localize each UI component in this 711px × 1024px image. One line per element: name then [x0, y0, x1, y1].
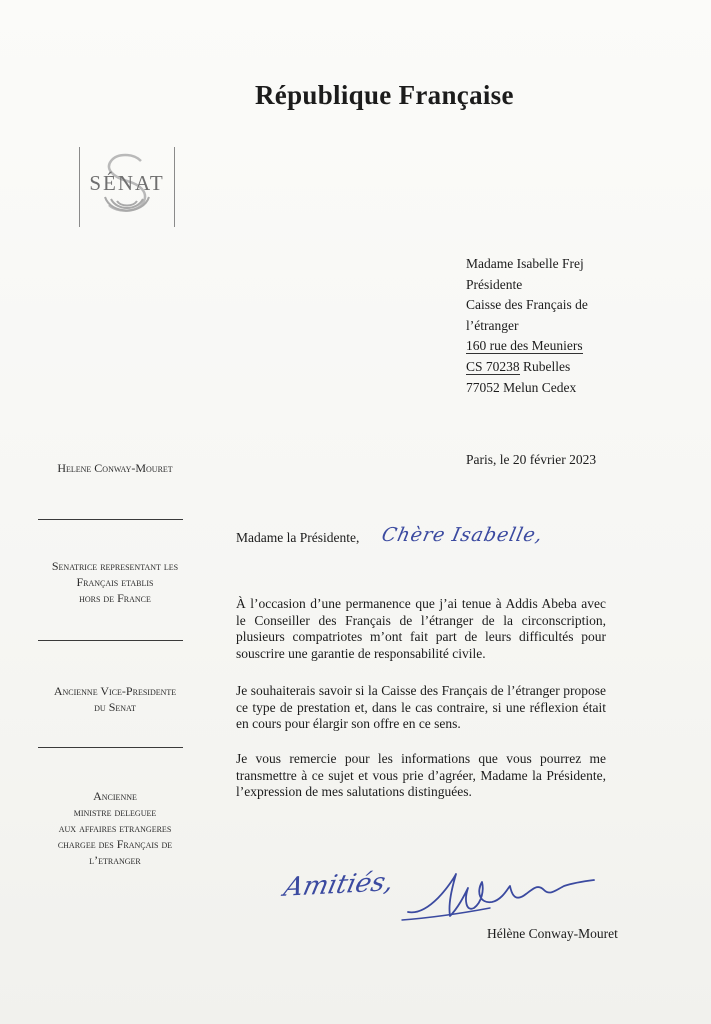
senat-logo: [79, 147, 175, 227]
recipient-address: [466, 254, 588, 398]
sidebar-divider: [38, 747, 183, 748]
sidebar-divider: [38, 519, 183, 520]
sidebar-sender-name: Helene Conway-Mouret: [57, 461, 173, 475]
recipient-cs: CS 70238: [466, 358, 520, 374]
recipient-cs-town: Rubelles: [519, 358, 571, 374]
sidebar-divider: [38, 640, 183, 641]
body-paragraph: Je vous remercie pour les informations que vous pourrez me transmettre à ce sujet et vous prie d’agréer, Madame la Présidente, l’expression de mes salutations distinguées.: [236, 751, 606, 800]
logo-right-rule: [174, 147, 175, 227]
salutation: Madame la Présidente,: [236, 530, 360, 545]
body-paragraph: À l’occasion d’une permanence que j’ai tenue à Addis Abeba avec le Conseiller des Français de l’étranger de la circonscription, plusieurs compatriotes m’ont fait part de leurs difficultés pour souscrire une garantie de responsabilité civile.: [236, 596, 606, 661]
sidebar-title-vice-president: Ancienne Vice-Presidente du Senat: [53, 684, 177, 714]
recipient-org-line2: l’étranger: [466, 317, 519, 333]
recipient-role: Présidente: [466, 276, 523, 292]
logo-wordmark: SÉNAT: [89, 171, 165, 195]
body-paragraph: Je souhaiterais savoir si la Caisse des Français de l’étranger propose ce type de prestation et, dans le cas contraire, si une réflexion était en cours pour élargir son offre en ce sens.: [236, 683, 606, 732]
sidebar-title-minister: Ancienne ministre deleguee aux affaires etrangeres chargee des Français de l’etranger: [57, 789, 173, 867]
recipient-name: Madame Isabelle Frej: [466, 256, 584, 271]
recipient-street: 160 rue des Meuniers: [466, 338, 583, 354]
page-title: République Française: [255, 80, 514, 110]
logo-left-rule: [79, 147, 80, 227]
recipient-org-line1: Caisse des Français de: [466, 297, 588, 313]
signatory-name: Hélène Conway-Mouret: [487, 926, 618, 941]
letter-date: Paris, le 20 février 2023: [466, 452, 597, 467]
handwritten-salutation: Chère Isabelle,: [379, 524, 546, 546]
recipient-city: 77052 Melun Cedex: [466, 379, 577, 395]
sidebar-title-senator: Senatrice representant les Français etablis hors de France: [51, 559, 179, 605]
handwritten-closing: Amitiés,: [281, 867, 397, 903]
signature-icon: [398, 868, 598, 928]
